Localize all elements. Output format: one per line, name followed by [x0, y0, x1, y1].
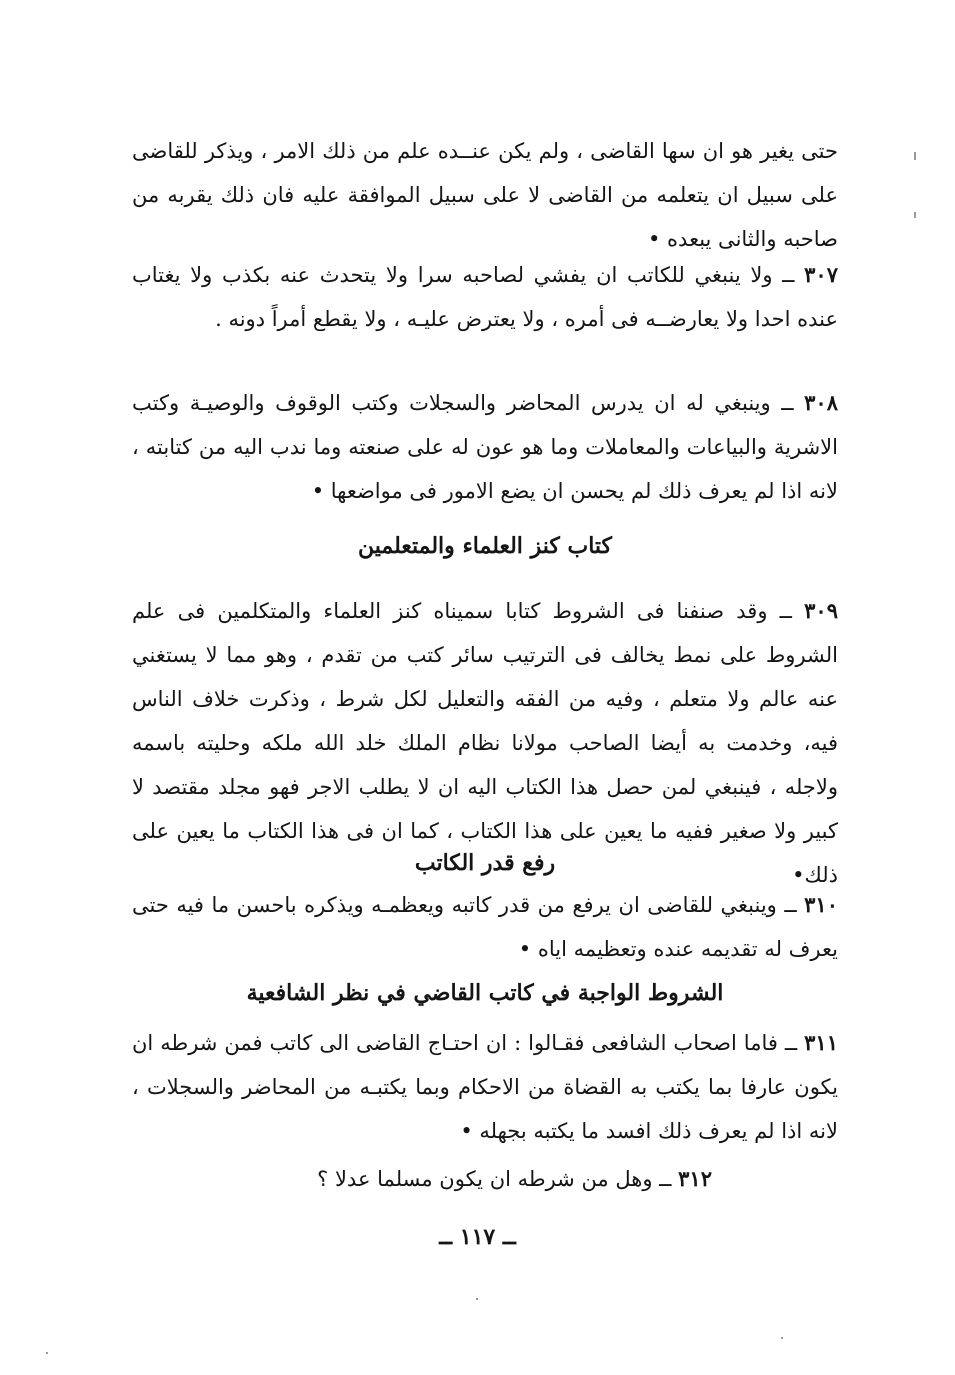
- paragraph-310-body: [132, 883, 838, 971]
- paragraph-number: ٣١٢: [678, 1166, 712, 1191]
- paragraph-text: ــ فاما اصحاب الشافعى فقـالوا : ان احتـاج القاضى الى كاتب فمن شرطه ان يكون عارفا بما يكتب به القضاة من الاحكام وبما يكتبـه من المحاضر والسجلات ، لانه اذا لم يعرف ذلك افسد ما يكتبه بجهله •: [132, 1031, 838, 1143]
- page-number: ــ ١١٧ ــ: [439, 1224, 516, 1250]
- paragraph-number: ٣٠٧: [804, 262, 838, 287]
- paragraph-text: ــ وينبغي للقاضى ان يرفع من قدر كاتبه ويعظمـه ويذكره باحسن ما فيه حتى يعرف له تقديمه عنده وتعظيمه اياه •: [132, 893, 838, 961]
- paragraph-311: [132, 1021, 838, 1153]
- section-heading: رفع قدر الكاتب: [414, 850, 556, 876]
- paragraph-text: ــ وقد صنفنا فى الشروط كتابا سميناه كنز العلماء والمتكلمين فى علم الشروط على نمط يخالف فى الترتيب سائر كتب من تقدم ، وهو مما لا يستغني عنه عالم ولا متعلم ، وفيه من الفقه والتعليل لكل شرط ، وذكرت خلاف الناس فيه، وخدمت به أيضا الصاحب مولانا نظام الملك خلد الله ملكه وحليته باسمه ولاجله ، فينبغي لمن حصل هذا الكتاب اليه ان لا يطلب الاجر فهو مجلد مقتصد لا كبير ولا صغير ففيه ما يعين على هذا الكتاب ، كما ان فى هذا الكتاب ما يعين على ذلك•: [132, 599, 838, 887]
- paragraph-307: [132, 253, 838, 341]
- scan-speck: [46, 1352, 48, 1354]
- paragraph-307-body: [132, 253, 838, 341]
- paragraph-text: ــ وهل من شرطه ان يكون مسلما عدلا ؟: [317, 1167, 672, 1191]
- paragraph-308: [132, 381, 838, 513]
- paragraph-number: ٣١١: [804, 1030, 838, 1055]
- section-heading: كتاب كنز العلماء والمتعلمين: [357, 533, 613, 559]
- paragraph-312: [132, 1157, 838, 1201]
- paragraph-intro: [132, 129, 838, 261]
- paragraph-312-body: [132, 1157, 838, 1201]
- section-heading: الشروط الواجبة في كاتب القاضي في نظر الشافعية: [246, 980, 724, 1006]
- paragraph-311-body: [132, 1021, 838, 1153]
- paragraph-308-body: [132, 381, 838, 513]
- paragraph-number: ٣٠٨: [804, 390, 838, 415]
- paragraph-number: ٣٠٩: [804, 598, 838, 623]
- margin-mark: [914, 212, 916, 218]
- margin-mark: [914, 152, 916, 160]
- scan-speck: [476, 1298, 478, 1300]
- paragraph-number: ٣١٠: [804, 892, 838, 917]
- paragraph-310: [132, 883, 838, 971]
- paragraph-intro-text: حتى يغير هو ان سها القاضى ، ولم يكن عنــده علم من ذلك الامر ، ويذكر للقاضى على سبيل ان يتعلمه من القاضى لا على سبيل الموافقة عليه فان ذلك يقربه من صاحبه والثانى يبعده •: [132, 139, 838, 251]
- paragraph-text: ــ ولا ينبغي للكاتب ان يفشي لصاحبه سرا ولا يتحدث عنه بكذب ولا يغتاب عنده احدا ولا يعارضــه فى أمره ، ولا يعترض عليـه ، ولا يقطع أمراً دونه .: [132, 263, 838, 331]
- paragraph-text: ــ وينبغي له ان يدرس المحاضر والسجلات وكتب الوقوف والوصيـة وكتب الاشرية والبياعات والمعاملات وما هو عون له على صنعته وما ندب اليه من كتابته ، لانه اذا لم يعرف ذلك لم يحسن ان يضع الامور فى مواضعها •: [132, 391, 838, 503]
- scan-speck: [781, 1337, 783, 1339]
